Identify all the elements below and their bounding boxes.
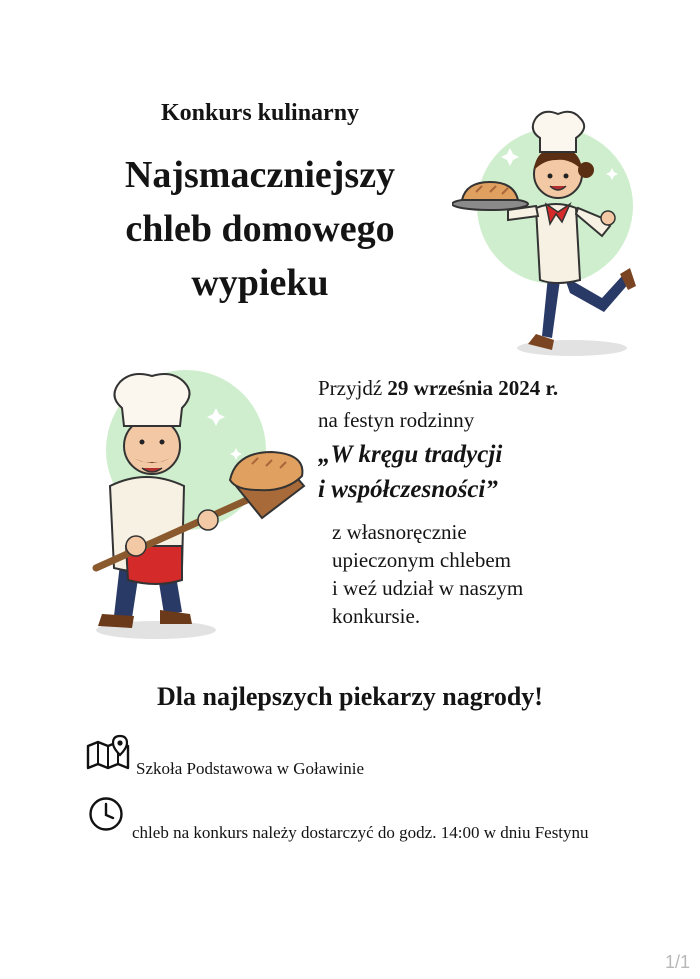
festival-name-line: i współczesności” <box>318 476 498 503</box>
bring-line: i weź udział w naszym <box>332 576 524 600</box>
location-text: Szkoła Podstawowa w Goławinie <box>136 759 365 778</box>
invite-date-line <box>318 372 688 404</box>
baker-with-bread-peel-illustration <box>86 368 312 644</box>
invite-event-line: na festyn rodzinny <box>318 408 475 432</box>
title-line: wypieku <box>191 262 329 304</box>
festival-name-line: „W kręgu tradycji <box>318 441 503 468</box>
chef-carrying-bread-illustration <box>452 108 642 366</box>
map-icon <box>86 734 130 772</box>
event-date: 29 września 2024 r. <box>387 376 559 400</box>
bring-line: upieczonym chlebem <box>332 548 512 572</box>
invite-prefix: Przyjdź <box>318 376 388 400</box>
deadline-text: chleb na konkurs należy dostarczyć do godz. 14:00 w dniu Festynu <box>132 823 589 842</box>
bring-line: konkursie. <box>332 604 421 628</box>
poster-title <box>60 148 460 310</box>
title-line: Najsmaczniejszy <box>124 154 396 196</box>
page-counter: 1/1 <box>664 952 690 972</box>
festival-name <box>318 437 688 507</box>
prize-heading: Dla najlepszych piekarzy nagrody! <box>157 682 543 711</box>
bring-bread-text <box>332 518 662 630</box>
title-line: chleb domowego <box>125 208 395 250</box>
invite-text <box>318 372 688 436</box>
contest-subtitle: Konkurs kulinarny <box>160 100 360 126</box>
bring-line: z własnoręcznie <box>332 520 467 544</box>
